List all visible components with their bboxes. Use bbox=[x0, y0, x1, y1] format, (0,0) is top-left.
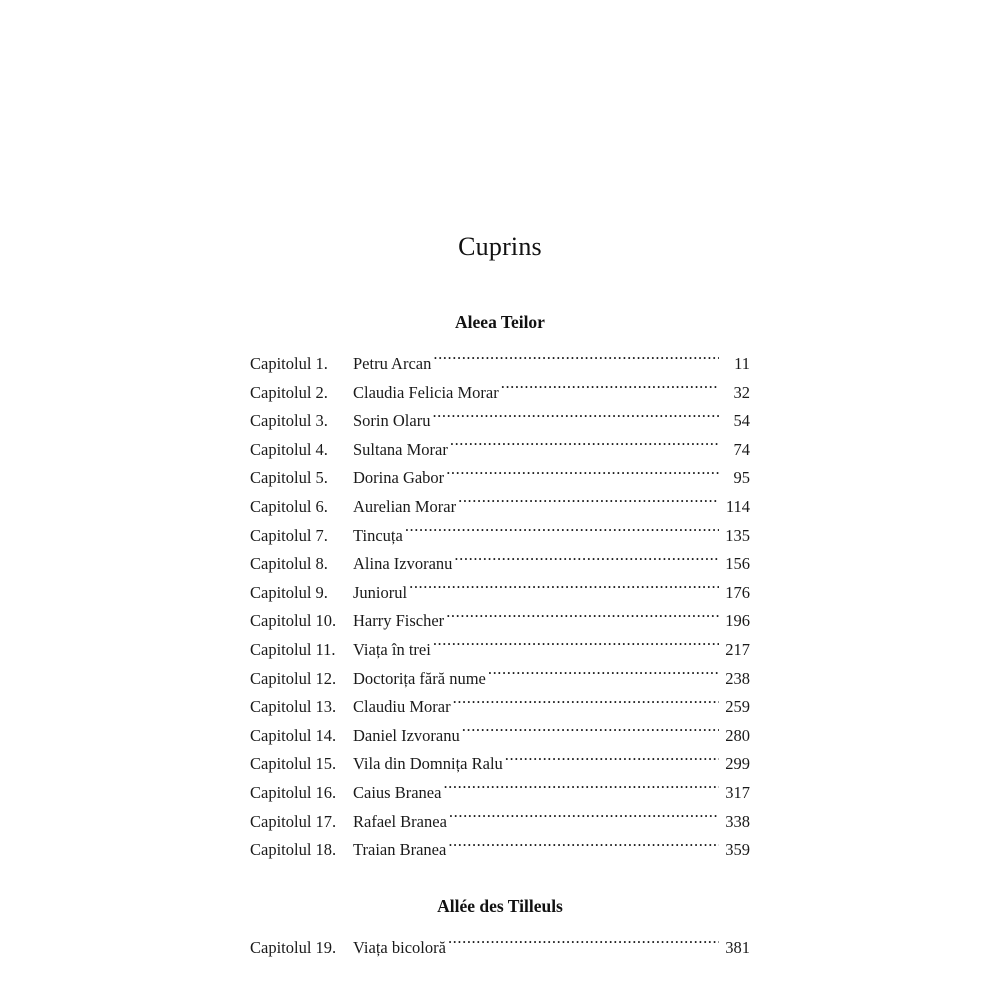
toc-entry-list bbox=[250, 934, 750, 963]
entry-chapter: Capitolul 10. bbox=[250, 611, 337, 631]
entry-title: Alina Izvoranu bbox=[353, 554, 453, 574]
entry-title: Aurelian Morar bbox=[353, 496, 457, 516]
entry-title: Harry Fischer bbox=[353, 611, 445, 631]
dot-leader bbox=[449, 810, 719, 827]
table-of-contents bbox=[250, 312, 750, 962]
entry-title: Daniel Izvoranu bbox=[353, 725, 460, 745]
dot-leader bbox=[432, 410, 719, 427]
dot-leader bbox=[448, 936, 719, 953]
entry-title: Caius Branea bbox=[353, 782, 442, 802]
entry-chapter: Capitolul 17. bbox=[250, 811, 337, 831]
entry-chapter: Capitolul 14. bbox=[250, 725, 337, 745]
list-item[interactable] bbox=[250, 665, 750, 694]
list-item[interactable] bbox=[250, 607, 750, 636]
dot-leader bbox=[433, 638, 719, 655]
entry-page-number: 317 bbox=[725, 782, 750, 802]
entry-chapter: Capitolul 7. bbox=[250, 525, 328, 545]
entry-title: Sultana Morar bbox=[353, 439, 448, 459]
entry-title: Dorina Gabor bbox=[353, 468, 445, 488]
entry-page-number: 381 bbox=[725, 937, 750, 957]
entry-chapter: Capitolul 9. bbox=[250, 582, 328, 602]
entry-page-number: 338 bbox=[725, 811, 750, 831]
toc-section-aleea-teilor bbox=[250, 312, 750, 865]
entry-chapter: Capitolul 5. bbox=[250, 468, 328, 488]
entry-title: Vila din Domnița Ralu bbox=[353, 754, 503, 774]
dot-leader bbox=[458, 495, 719, 512]
entry-title: Doctorița fără nume bbox=[353, 668, 486, 688]
entry-chapter: Capitolul 6. bbox=[250, 496, 328, 516]
entry-chapter: Capitolul 11. bbox=[250, 639, 336, 659]
entry-chapter: Capitolul 18. bbox=[250, 840, 337, 860]
dot-leader bbox=[501, 381, 719, 398]
list-item[interactable] bbox=[250, 407, 750, 436]
entry-page-number: 135 bbox=[725, 525, 750, 545]
entry-title: Traian Branea bbox=[353, 840, 447, 860]
dot-leader bbox=[462, 724, 719, 741]
entry-page-number: 176 bbox=[725, 582, 750, 602]
entry-page-number: 114 bbox=[725, 496, 750, 516]
entry-page-number: 299 bbox=[725, 754, 750, 774]
list-item[interactable] bbox=[250, 493, 750, 522]
entry-page-number: 156 bbox=[725, 554, 750, 574]
entry-page-number: 196 bbox=[725, 611, 750, 631]
section-heading: Aleea Teilor bbox=[455, 312, 545, 332]
entry-page-number: 259 bbox=[725, 697, 750, 717]
list-item[interactable] bbox=[250, 436, 750, 465]
entry-page-number: 359 bbox=[725, 840, 750, 860]
list-item[interactable] bbox=[250, 550, 750, 579]
dot-leader bbox=[446, 610, 719, 627]
entry-title: Viața în trei bbox=[353, 639, 431, 659]
list-item[interactable] bbox=[250, 693, 750, 722]
entry-page-number: 95 bbox=[733, 468, 750, 488]
list-item[interactable] bbox=[250, 836, 750, 865]
list-item[interactable] bbox=[250, 350, 750, 379]
entry-title: Viața bicoloră bbox=[353, 937, 446, 957]
entry-page-number: 280 bbox=[725, 725, 750, 745]
entry-chapter: Capitolul 13. bbox=[250, 697, 337, 717]
entry-chapter: Capitolul 15. bbox=[250, 754, 337, 774]
dot-leader bbox=[405, 524, 719, 541]
entry-chapter: Capitolul 2. bbox=[250, 382, 328, 402]
dot-leader bbox=[409, 581, 719, 598]
entry-chapter: Capitolul 4. bbox=[250, 439, 328, 459]
list-item[interactable] bbox=[250, 808, 750, 837]
entry-title: Rafael Branea bbox=[353, 811, 447, 831]
dot-leader bbox=[454, 553, 719, 570]
toc-entry-list bbox=[250, 350, 750, 865]
dot-leader bbox=[450, 438, 719, 455]
list-item[interactable] bbox=[250, 934, 750, 963]
entry-page-number: 217 bbox=[725, 639, 750, 659]
entry-title: Petru Arcan bbox=[353, 354, 432, 373]
list-item[interactable] bbox=[250, 579, 750, 608]
entry-title: Tincuța bbox=[353, 525, 403, 545]
entry-title: Sorin Olaru bbox=[353, 411, 431, 431]
list-item[interactable] bbox=[250, 636, 750, 665]
dot-leader bbox=[448, 839, 719, 856]
entry-title: Claudia Felicia Morar bbox=[353, 382, 499, 402]
page-title: Cuprins bbox=[458, 232, 542, 261]
entry-page-number: 54 bbox=[733, 411, 750, 431]
entry-title: Juniorul bbox=[353, 582, 408, 602]
dot-leader bbox=[443, 781, 719, 798]
list-item[interactable] bbox=[250, 464, 750, 493]
section-heading: Allée des Tilleuls bbox=[437, 895, 563, 916]
entry-page-number: 32 bbox=[733, 382, 750, 402]
list-item[interactable] bbox=[250, 722, 750, 751]
dot-leader bbox=[488, 667, 719, 684]
entry-chapter: Capitolul 19. bbox=[250, 937, 337, 957]
dot-leader bbox=[505, 753, 719, 770]
list-item[interactable] bbox=[250, 750, 750, 779]
toc-section-allee-des-tilleuls bbox=[250, 896, 750, 963]
dot-leader bbox=[433, 353, 719, 370]
entry-page-number: 11 bbox=[734, 354, 750, 373]
entry-page-number: 238 bbox=[725, 668, 750, 688]
entry-page-number: 74 bbox=[733, 439, 750, 459]
entry-title: Claudiu Morar bbox=[353, 697, 451, 717]
entry-chapter: Capitolul 12. bbox=[250, 668, 337, 688]
dot-leader bbox=[446, 467, 719, 484]
list-item[interactable] bbox=[250, 522, 750, 551]
entry-chapter: Capitolul 8. bbox=[250, 554, 328, 574]
entry-chapter: Capitolul 3. bbox=[250, 411, 328, 431]
dot-leader bbox=[453, 696, 719, 713]
entry-chapter: Capitolul 1. bbox=[250, 354, 328, 373]
list-item[interactable] bbox=[250, 779, 750, 808]
list-item[interactable] bbox=[250, 379, 750, 408]
entry-chapter: Capitolul 16. bbox=[250, 782, 337, 802]
